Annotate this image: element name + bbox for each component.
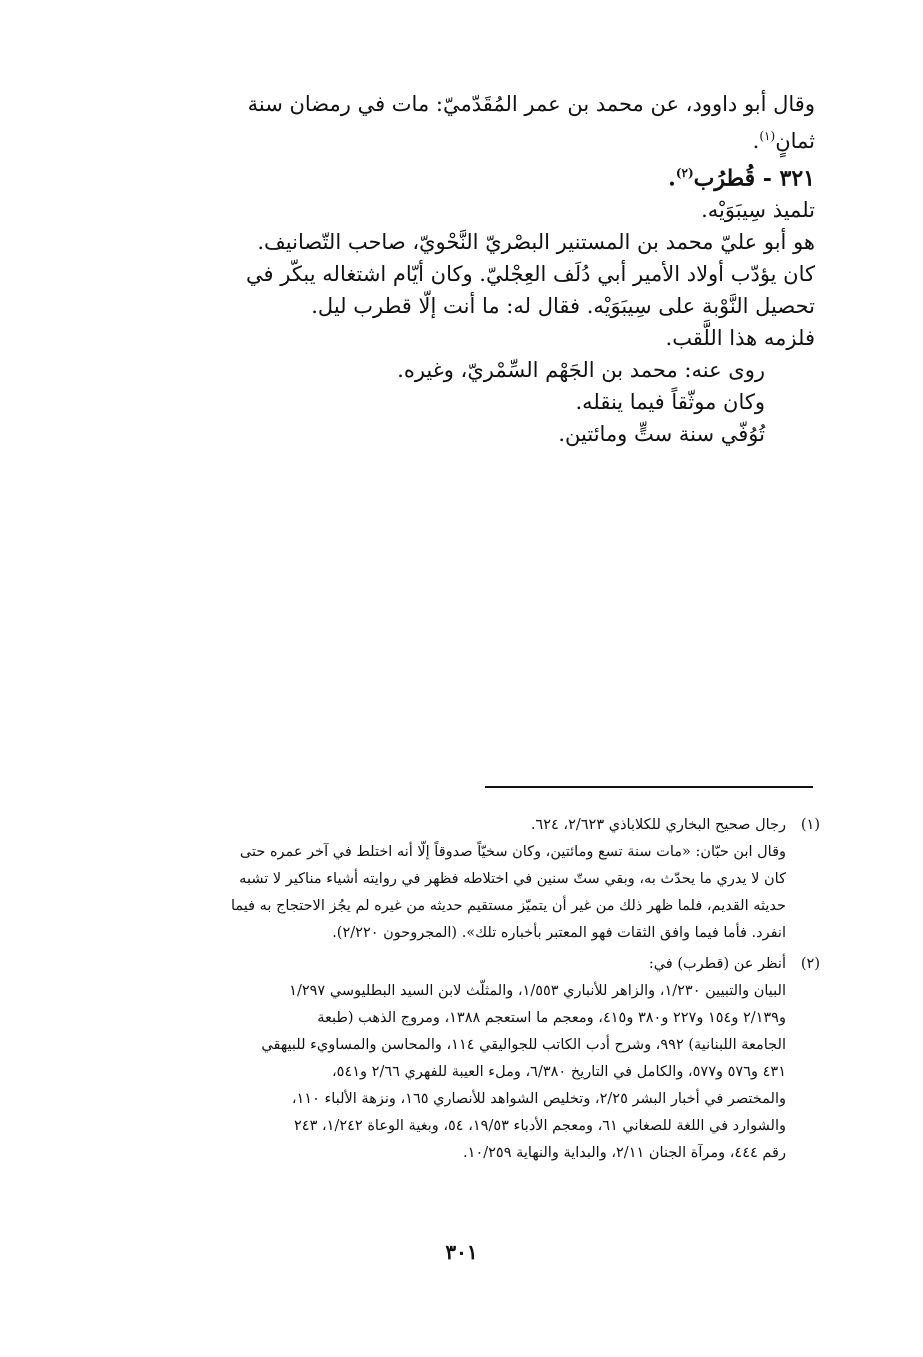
footnote-number: (٢)	[800, 956, 820, 972]
footnote-line: حديثه القديم، فلما ظهر ذلك من غير أن يتميّز مستقيم حديثه من غيره لم يجُز الاحتجاج به فيما	[230, 898, 786, 914]
footnote-line: وقال ابن حبّان: «مات سنة تسع ومائتين، وكان سخيّاً صدوقاً إلّا أنه اختلط في آخر عمره حتى	[239, 844, 786, 860]
footnote-ref: (٢)	[675, 166, 694, 180]
footnote-line: و٢/١٣٩ و١٥٤ و٢٢٧ و٣٨٠ و٤١٥، ومعجم ما استعجم ١٣٨٨، ومروج الذهب (طبعة	[317, 1010, 786, 1026]
text-line: تُوُفّي سنة ستٍّ ومائتين.	[558, 422, 765, 447]
entry-heading: ٣٢١ - قُطرُب$^{(٢)}$.	[668, 165, 815, 192]
footnote-line: كان لا يدري ما يحدّث به، وبقي ستّ سنين في اختلاطه فظهر في روايته أشياء مناكير لا تشبه	[239, 871, 786, 887]
footnote-body	[96, 812, 786, 947]
footnote-line: ٤٣١ و٥٧٦ و٥٧٧، والكامل في التاريخ ٦/٣٨٠، وملء العيبة للفهري ٢/٦٦ و٥٤١،	[331, 1064, 786, 1080]
text-line: تحصيل النَّوْبة على سِيبَوَيْه. فقال له: ما أنت إلّا قطرب ليل.	[311, 294, 815, 319]
footnote-body	[96, 951, 786, 1167]
footnote-line: البيان والتبيين ١/٢٣٠، والزاهر للأنباري ١/٥٥٣، والمثلّث لابن السيد البطليوسي ١/٢٩٧	[289, 983, 786, 999]
footnote-number: (١)	[800, 817, 820, 833]
page-number: ٣٠١	[445, 1240, 478, 1264]
footnote-line: رقم ٤٤٤، ومرآة الجنان ٢/١١، والبداية والنهاية ١٠/٢٥٩.	[463, 1145, 786, 1161]
text-line: هو أبو عليّ محمد بن المستنير البصْريّ النَّحْويّ، صاحب التّصانيف.	[257, 230, 815, 255]
text-line: روى عنه: محمد بن الجَهْم السِّمْريّ، وغيره.	[397, 358, 765, 383]
footnote-line: انفرد. فأما فيما وافق الثقات فهو المعتبر بأخباره تلك». (المجروحون ٢/٢٢٠).	[332, 925, 786, 941]
footnote-divider	[485, 786, 813, 788]
footnote-line: والمختصر في أخبار البشر ٢/٢٥، وتخليص الشواهد للأنصاري ١٦٥، ونزهة الألباء ١١٠،	[291, 1091, 786, 1107]
footnote-1	[96, 812, 820, 947]
main-text	[100, 88, 815, 450]
footnote-line: والشوارد في اللغة للصغاني ٦١، ومعجم الأدباء ١٩/٥٣، ٥٤، وبغية الوعاة ١/٢٤٢، ٢٤٣	[294, 1118, 786, 1134]
footnote-ref: (١)	[759, 129, 776, 143]
footnote-line: الجامعة اللبنانية) ٩٩٢، وشرح أدب الكاتب للجواليقي ١١٤، والمحاسن والمساويء للبيهقي	[261, 1037, 786, 1053]
text-line: وقال أبو داوود، عن محمد بن عمر المُقَدّميّ: مات في رمضان سنة	[247, 92, 815, 116]
footnote-2	[96, 951, 820, 1167]
footnote-line: أنظر عن (قطرب) في:	[648, 956, 786, 972]
text-line: فلزمه هذا اللَّقب.	[665, 326, 815, 351]
text-line: كان يؤدّب أولاد الأمير أبي دُلَف العِجْليّ. وكان أيّام اشتغاله يبكّر في	[246, 262, 815, 287]
footnote-line: رجال صحيح البخاري للكلاباذي ٢/٦٢٣، ٦٢٤.	[530, 817, 786, 833]
text-line: ثمانٍ$^{(١)}$.	[752, 129, 815, 153]
text-line: تلميذ سِيبَوَيْه.	[701, 198, 815, 223]
footnotes	[96, 812, 820, 1167]
text-line: وكان موثّقاً فيما ينقله.	[575, 390, 765, 415]
